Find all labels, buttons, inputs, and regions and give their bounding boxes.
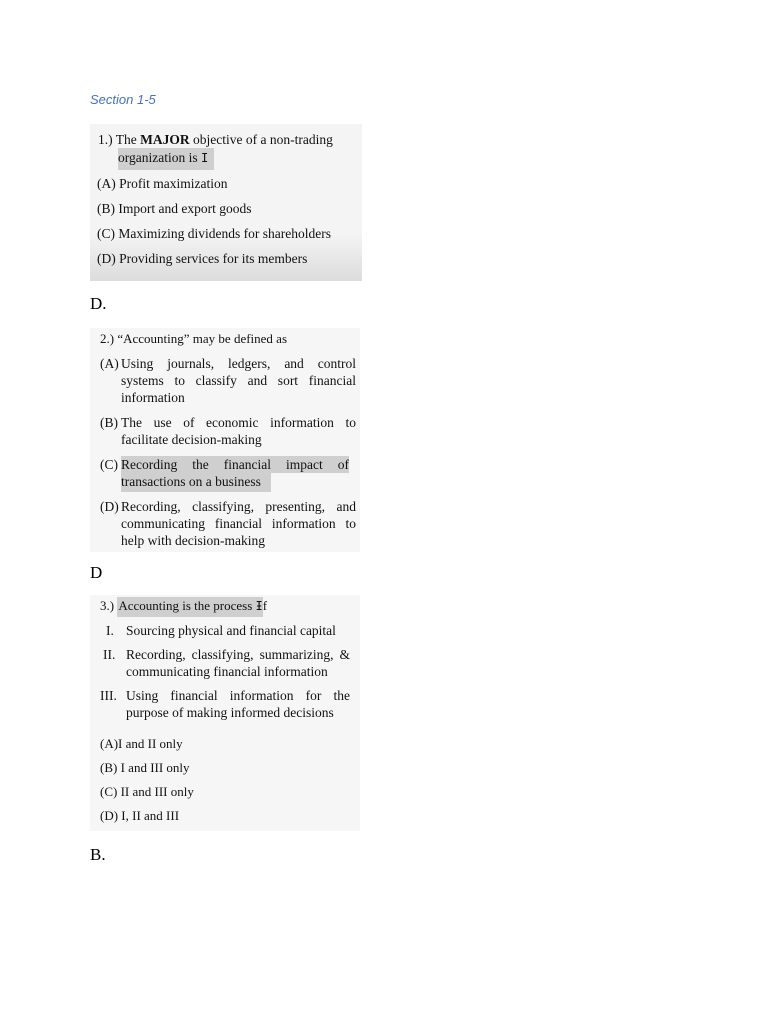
option-text: Providing services for its members xyxy=(119,251,308,266)
text-cursor-icon: I xyxy=(200,151,209,165)
question-2-image xyxy=(90,328,360,552)
stem-text: The xyxy=(115,132,137,147)
statement-text-line: Recording, classifying, summarizing, & xyxy=(126,647,350,662)
stem-text: “Accounting” may be defined as xyxy=(117,331,287,346)
statement-text-line: Using financial information for the xyxy=(126,688,350,703)
option-text-line: systems to classify and sort financial xyxy=(121,373,356,388)
option-d xyxy=(97,250,307,267)
option-a xyxy=(100,735,183,752)
option-d xyxy=(100,807,179,824)
question-3-stem xyxy=(100,597,267,615)
option-text: I and III only xyxy=(120,760,190,775)
option-text-line: communicating financial information to xyxy=(121,516,356,531)
option-label: (A) xyxy=(100,736,119,751)
answer-3: B. xyxy=(90,845,106,864)
stem-emphasis: MAJOR xyxy=(140,132,190,147)
option-text-line: The use of economic information to xyxy=(121,415,356,430)
question-1-stem-line2-highlight xyxy=(118,148,214,170)
statement-text-line: communicating financial information xyxy=(126,664,328,679)
option-label: (A) xyxy=(97,176,116,191)
question-1-image xyxy=(90,124,362,281)
option-text: Import and export goods xyxy=(118,201,252,216)
option-c xyxy=(100,783,194,800)
stem-text: objective of a non-trading xyxy=(193,132,333,147)
option-c xyxy=(97,225,331,242)
answer-2: D xyxy=(90,563,103,582)
question-number: 2.) xyxy=(100,331,115,346)
stem-text: f xyxy=(262,598,268,613)
question-number: 1.) xyxy=(98,132,113,147)
option-label: (D) xyxy=(97,251,116,266)
statement-text-line: purpose of making informed decisions xyxy=(126,705,334,720)
stem-text: Accounting is the process xyxy=(118,598,253,613)
statement-label: II. xyxy=(103,647,116,662)
option-text-line: help with decision-making xyxy=(121,533,265,548)
option-text-line: facilitate decision-making xyxy=(121,432,262,447)
option-label: (B) xyxy=(97,201,115,216)
statement-label: I. xyxy=(106,623,114,638)
question-2-stem xyxy=(100,330,287,347)
option-label: (B) xyxy=(100,760,118,775)
option-text: I, II and III xyxy=(121,808,180,823)
section-title: Section 1-5 xyxy=(90,92,156,107)
option-b xyxy=(97,200,251,217)
option-label: (C) xyxy=(97,226,115,241)
option-a xyxy=(97,175,227,192)
option-text-line: Recording, classifying, presenting, and xyxy=(121,499,356,514)
question-3-image xyxy=(90,595,360,831)
stem-highlight xyxy=(117,597,262,617)
option-label: (B) xyxy=(100,415,118,430)
option-text: Maximizing dividends for shareholders xyxy=(118,226,331,241)
option-b xyxy=(100,759,190,776)
option-text: II and III only xyxy=(120,784,194,799)
answer-1: D. xyxy=(90,294,107,313)
question-number: 3.) xyxy=(100,598,115,613)
option-label: (A) xyxy=(100,356,119,371)
option-text: Profit maximization xyxy=(119,176,228,191)
statement-text-line: Sourcing physical and financial capital xyxy=(126,623,336,638)
option-text: I and II only xyxy=(118,736,183,751)
option-text-line-highlighted: Recording the financial impact of xyxy=(121,457,349,472)
option-label: (D) xyxy=(100,808,119,823)
option-text-line: information xyxy=(121,390,185,405)
option-text-line-highlighted: transactions on a business xyxy=(121,473,271,492)
option-label: (D) xyxy=(100,499,119,514)
question-1-stem-line1 xyxy=(98,131,333,148)
option-label: (C) xyxy=(100,784,118,799)
option-label: (C) xyxy=(100,457,118,472)
option-text-line: Using journals, ledgers, and control xyxy=(121,356,356,371)
stem-text: organization is xyxy=(118,150,198,165)
statement-label: III. xyxy=(100,688,117,703)
text-cursor-icon: Ɨ xyxy=(255,599,263,613)
